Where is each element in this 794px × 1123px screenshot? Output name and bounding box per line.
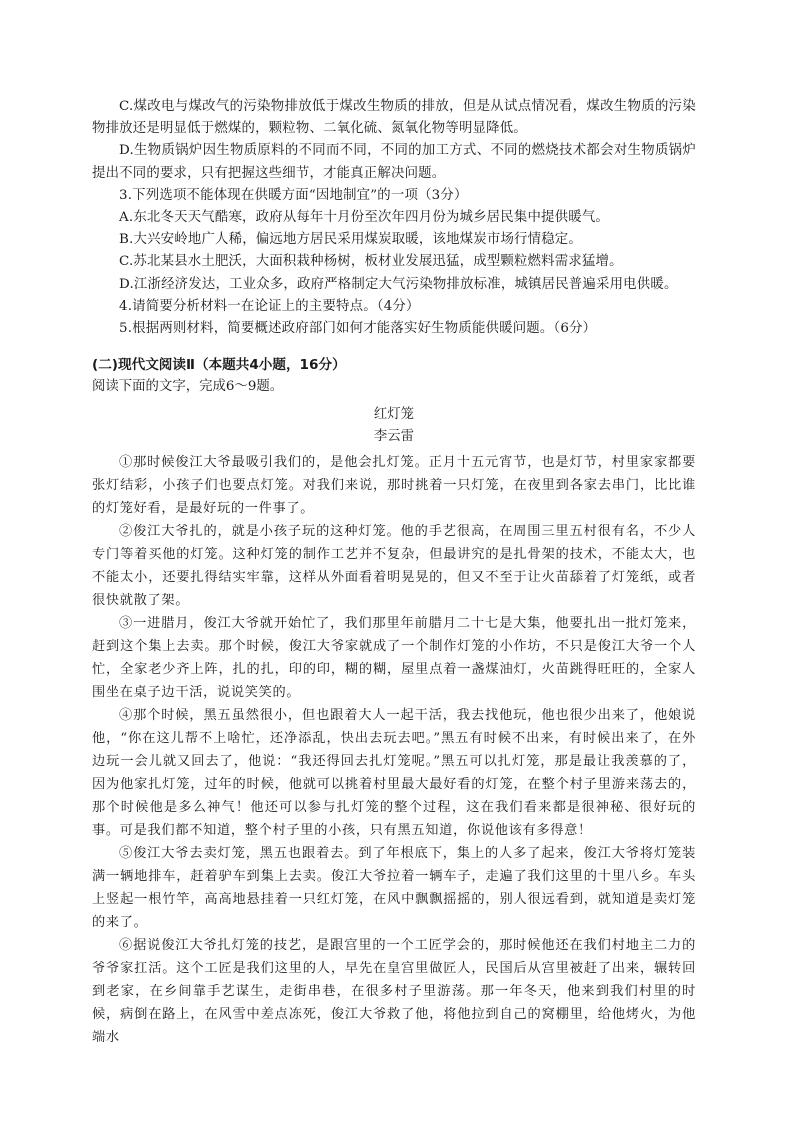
q2-option-c: C.煤改电与煤改气的污染物排放低于煤改生物质的排放，但是从试点情况看，煤改生物质的污染物排放还是明显低于燃煤的，颗粒物、二氧化硫、氮氧化物等明显降低。 [92, 99, 696, 137]
story-paragraph-2: ②俊江大爷扎的，就是小孩子玩的这种灯笼。他的手艺很高，在周围三里五村很有名，不少人专门等着买他的灯笼。这种灯笼的制作工艺并不复杂，但最讲究的是扎骨架的技术，不能太大，也不能太小，还要扎得结实牢靠，这样从外面看着明晃晃的，但又不至于让火苗舔着了灯笼纸，或者很快就散了架。 [92, 524, 696, 609]
story-paragraph-1: ①那时候俊江大爷最吸引我们的，是他会扎灯笼。正月十五元宵节，也是灯节，村里家家都要张灯结彩，小孩子们也要点灯笼。对我们来说，那时挑着一只灯笼，在夜里到各家去串门，比比谁的灯笼好看，是最好玩的一件事了。 [92, 455, 696, 517]
q3-stem: 3.下列选项不能体现在供暖方面“因地制宜”的一项（3分） [119, 187, 468, 203]
q2-option-d: D.生物质锅炉因生物质原料的不同而不同，不同的加工方式、不同的燃烧技术都会对生物质锅炉提出不同的要求，只有把握这些细节，才能真正解决问题。 [92, 143, 696, 181]
question-5: 5.根据两则材料，简要概述政府部门如何才能落实好生物质能供暖问题。（6分） [119, 321, 597, 337]
q3-option-b: B.大兴安岭地广人稀，偏远地方居民采用煤炭取暖，该地煤炭市场行情稳定。 [119, 232, 582, 248]
reading-instruction: 阅读下面的文字，完成6～9题。 [92, 379, 284, 395]
story-paragraph-6: ⑥据说俊江大爷扎灯笼的技艺，是跟宫里的一个工匠学会的，那时候他还在我们村地主二力的爷爷家扛活。这个工匠是我们这里的人，早先在皇宫里做匠人，民国后从宫里被赶了出来，辗转回到老家，在乡间靠手艺谋生，走街串巷，在很多村子里游荡。那一年冬天，他来到我们村里的时候，病倒在路上，在风雪中差点冻死，俊江大爷救了他，将他拉到自己的窝棚里，给他烤火，为他端水 [92, 938, 696, 1046]
section-heading: (二)现代文阅读Ⅱ（本题共4小题，16分） [92, 357, 346, 374]
q3-option-a: A.东北冬天天气酷寒，政府从每年十月份至次年四月份为城乡居民集中提供暖气。 [119, 210, 609, 226]
question-4: 4.请简要分析材料一在论证上的主要特点。（4分） [119, 298, 420, 314]
q3-option-c: C.苏北某县水土肥沃，大面积栽种杨树，板材业发展迅猛，成型颗粒燃料需求猛增。 [119, 254, 623, 270]
story-paragraph-5: ⑤俊江大爷去卖灯笼，黑五也跟着去。到了年根底下，集上的人多了起来，俊江大爷将灯笼装满一辆地排车，赶着驴车到集上去卖。俊江大爷拉着一辆车子，走遍了我们这里的十里八乡。车头上竖起一根竹竿，高高地悬挂着一只红灯笼，在风中飘飘摇摇的，别人很远看到，就知道是卖灯笼的来了。 [92, 846, 696, 931]
story-author: 李云雷 [373, 429, 415, 445]
story-title: 红灯笼 [373, 407, 415, 423]
story-paragraph-3: ③一进腊月，俊江大爷就开始忙了，我们那里年前腊月二十七是大集，他要扎出一批灯笼来，赶到这个集上去卖。那个时候，俊江大爷家就成了一个制作灯笼的小作坊，不只是俊江大爷一个人忙，全家老少齐上阵，扎的扎，印的印，糊的糊，屋里点着一盏煤油灯，火苗跳得旺旺的，全家人围坐在桌子边干活，说说笑笑的。 [92, 616, 696, 701]
story-paragraph-4: ④那个时候，黑五虽然很小，但也跟着大人一起干活，我去找他玩，他也很少出来了，他娘说他，“你在这儿帮不上啥忙，还净添乱，快出去玩去吧。”黑五有时候不出来，有时候出来了，在外边玩一会儿就又回去了，他说：“我还得回去扎灯笼呢。”黑五可以扎灯笼，那是最让我羡慕的了，因为他家扎灯笼，过年的时候，他就可以挑着村里最大最好看的灯笼，在整个村子里游来荡去的，那个时候他是多么神气！他还可以参与扎灯笼的整个过程，这在我们看来都是很神秘、很好玩的事。可是我们都不知道，整个村子里的小孩，只有黑五知道，你说他该有多得意！ [92, 708, 696, 839]
q3-option-d: D.江浙经济发达，工业众多，政府严格制定大气污染物排放标准，城镇居民普遍采用电供暖。 [119, 276, 678, 292]
